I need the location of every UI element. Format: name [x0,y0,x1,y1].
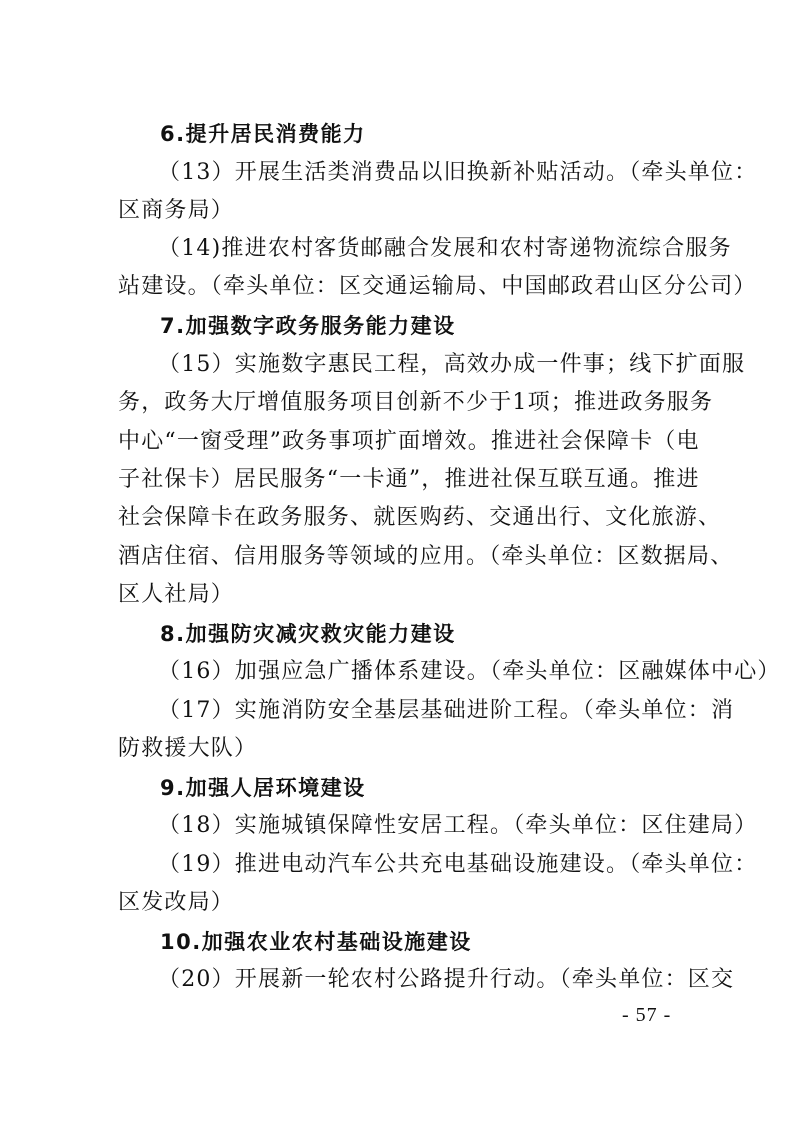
paragraph-line: 防救援大队） [118,736,258,761]
paragraph-line: （13）开展生活类消费品以旧换新补贴活动。（牵头单位： [158,160,758,185]
paragraph-line: 社会保障卡在政务服务、就医购药、交通出行、文化旅游、 [118,505,722,530]
section-heading-8: 8.加强防灾减灾救灾能力建设 [160,622,456,646]
paragraph-line: 务，政务大厅增值服务项目创新不少于1项；推进政务服务 [118,390,714,415]
paragraph-line: 站建设。（牵头单位：区交通运输局、中国邮政君山区分公司） [118,274,757,299]
paragraph-line: 区人社局） [118,582,235,607]
section-heading-6: 6.提升居民消费能力 [160,122,366,146]
paragraph-line: （17）实施消防安全基层基础进阶工程。（牵头单位：消 [158,698,735,723]
section-heading-10: 10.加强农业农村基础设施建设 [160,930,472,954]
page-number: - 57 - [622,1004,672,1026]
paragraph-line: （18）实施城镇保障性安居工程。（牵头单位：区住建局） [158,813,758,838]
paragraph-line: （20）开展新一轮农村公路提升行动。（牵头单位：区交 [158,967,735,992]
paragraph-line: 区发改局） [118,890,235,915]
section-heading-7: 7.加强数字政务服务能力建设 [160,314,456,338]
section-heading-9: 9.加强人居环境建设 [160,776,366,800]
paragraph-line: （14)推进农村客货邮融合发展和农村寄递物流综合服务 [158,236,732,261]
paragraph-line: 酒店住宿、信用服务等领域的应用。（牵头单位：区数据局、 [118,544,734,569]
paragraph-line: 中心“一窗受理”政务事项扩面增效。推进社会保障卡（电 [118,429,700,454]
paragraph-line: （15）实施数字惠民工程，高效办成一件事；线下扩面服 [158,352,746,377]
paragraph-line: 子社保卡）居民服务“一卡通”，推进社保互联互通。推进 [118,467,700,492]
paragraph-line: （19）推进电动汽车公共充电基础设施建设。（牵头单位： [158,852,758,877]
paragraph-line: （16）加强应急广播体系建设。（牵头单位：区融媒体中心） [158,659,781,684]
paragraph-line: 区商务局） [118,198,235,223]
